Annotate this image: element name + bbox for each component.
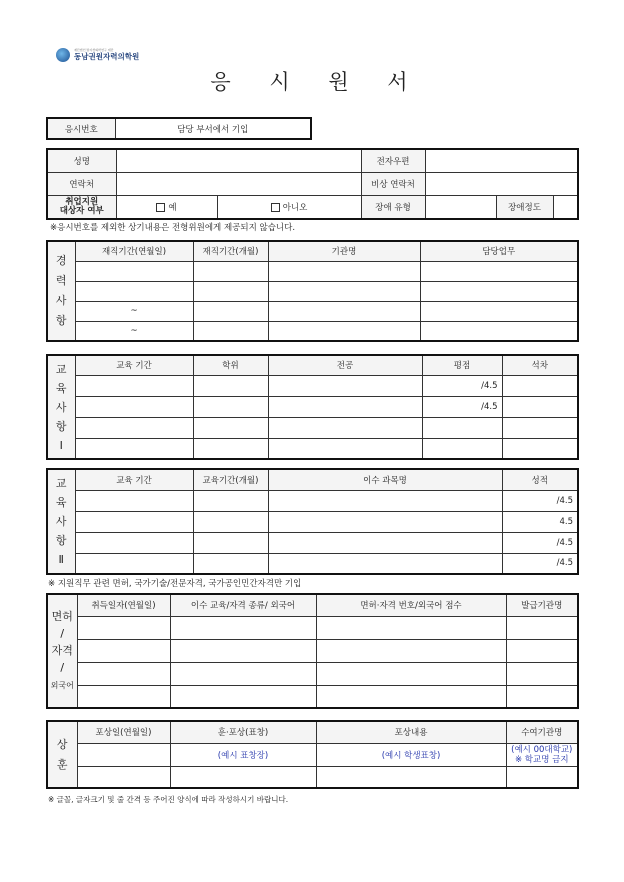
career-header: 담당업무 xyxy=(420,241,578,261)
education2-cell[interactable] xyxy=(75,553,193,574)
career-cell[interactable] xyxy=(420,261,578,281)
exam-number-table xyxy=(46,117,312,140)
education1-side-label: 교 육 사 항 Ⅰ xyxy=(47,355,75,459)
education1-cell[interactable] xyxy=(193,417,268,438)
education2-cell[interactable] xyxy=(193,490,268,511)
logo-tagline: 재단법인 방사선의학연구 재단 xyxy=(74,48,114,53)
education2-cell[interactable] xyxy=(193,511,268,532)
award-table xyxy=(46,720,579,789)
emergency-contact-field[interactable] xyxy=(425,172,578,195)
footer-note: ※ 글꼴, 글자크기 및 줄 간격 등 주어진 양식에 따라 작성하시기 바랍니다. xyxy=(48,795,289,804)
career-cell[interactable] xyxy=(193,281,268,301)
license-cell[interactable] xyxy=(170,616,316,639)
education2-cell[interactable] xyxy=(75,511,193,532)
license-note: ※ 지원직무 관련 면허, 국가기술/전문자격, 국가공인민간자격만 기입 xyxy=(48,579,302,589)
score-cell[interactable]: 4.5 xyxy=(502,511,578,532)
logo-name: 동남권원자력의학원 xyxy=(74,52,140,62)
education2-cell[interactable] xyxy=(268,511,502,532)
award-cell[interactable] xyxy=(77,743,170,766)
career-cell[interactable] xyxy=(420,281,578,301)
license-cell[interactable] xyxy=(316,616,506,639)
award-cell[interactable] xyxy=(316,766,506,788)
education2-side-label: 교 육 사 항 Ⅱ xyxy=(47,469,75,574)
gpa-cell[interactable]: /4.5 xyxy=(422,375,502,396)
emergency-contact-label: 비상 연락처 xyxy=(361,172,425,195)
license-header: 면허·자격 번호/외국어 점수 xyxy=(316,594,506,616)
career-cell[interactable] xyxy=(193,261,268,281)
education1-header: 평점 xyxy=(422,355,502,375)
email-label: 전자우편 xyxy=(361,149,425,172)
license-cell[interactable] xyxy=(316,662,506,685)
employment-no-option[interactable]: 아니오 xyxy=(217,195,361,219)
career-side-label: 경 력 사 항 xyxy=(47,241,75,341)
employment-support-label: 취업지원 대상자 여부 xyxy=(47,195,116,219)
license-header: 발급기관명 xyxy=(506,594,578,616)
career-period-cell[interactable]: ~ xyxy=(75,321,193,341)
career-cell[interactable] xyxy=(75,281,193,301)
gpa-cell[interactable] xyxy=(422,417,502,438)
education1-cell[interactable] xyxy=(268,396,422,417)
career-cell[interactable] xyxy=(268,301,420,321)
career-cell[interactable] xyxy=(193,321,268,341)
education1-cell[interactable] xyxy=(268,438,422,459)
education1-header: 학위 xyxy=(193,355,268,375)
license-cell[interactable] xyxy=(316,685,506,708)
exam-number-label: 응시번호 xyxy=(47,118,115,139)
contact-label: 연락처 xyxy=(47,172,116,195)
career-header: 재직기간(개월) xyxy=(193,241,268,261)
education2-cell[interactable] xyxy=(75,490,193,511)
education1-cell[interactable] xyxy=(75,396,193,417)
education2-cell[interactable] xyxy=(268,532,502,553)
education1-header: 석차 xyxy=(502,355,578,375)
license-cell[interactable] xyxy=(170,662,316,685)
education1-cell[interactable] xyxy=(193,396,268,417)
career-header: 기관명 xyxy=(268,241,420,261)
score-cell[interactable]: /4.5 xyxy=(502,553,578,574)
education1-cell[interactable] xyxy=(502,396,578,417)
disability-type-label: 장애 유형 xyxy=(361,195,425,219)
award-content-example-cell[interactable]: (예시 학생표창) xyxy=(316,743,506,766)
career-period-cell[interactable]: ~ xyxy=(75,301,193,321)
name-field[interactable] xyxy=(116,149,361,172)
disability-grade-field[interactable] xyxy=(553,195,578,219)
education1-header: 교육 기간 xyxy=(75,355,193,375)
career-cell[interactable] xyxy=(268,281,420,301)
career-cell[interactable] xyxy=(75,261,193,281)
education1-cell[interactable] xyxy=(502,375,578,396)
license-cell[interactable] xyxy=(170,639,316,662)
license-cell[interactable] xyxy=(77,662,170,685)
yes-checkbox[interactable] xyxy=(156,203,165,212)
education2-header: 교육 기간 xyxy=(75,469,193,490)
education1-cell[interactable] xyxy=(193,375,268,396)
education1-cell[interactable] xyxy=(268,375,422,396)
privacy-note: ※응시번호를 제외한 상기내용은 전형위원에게 제공되지 않습니다. xyxy=(50,223,296,233)
license-cell[interactable] xyxy=(170,685,316,708)
education-table-1 xyxy=(46,354,579,460)
education2-header: 교육기간(개월) xyxy=(193,469,268,490)
education1-header: 전공 xyxy=(268,355,422,375)
career-table xyxy=(46,240,579,342)
education1-cell[interactable] xyxy=(75,417,193,438)
license-cell[interactable] xyxy=(506,616,578,639)
career-cell[interactable] xyxy=(193,301,268,321)
career-cell[interactable] xyxy=(268,261,420,281)
license-side-label: 면허 / 자격 / 외국어 xyxy=(47,594,77,708)
education2-header: 이수 과목명 xyxy=(268,469,502,490)
career-cell[interactable] xyxy=(268,321,420,341)
license-table xyxy=(46,593,579,709)
license-cell[interactable] xyxy=(506,685,578,708)
education1-cell[interactable] xyxy=(75,438,193,459)
career-cell[interactable] xyxy=(420,301,578,321)
gpa-cell[interactable] xyxy=(422,438,502,459)
license-cell[interactable] xyxy=(506,662,578,685)
employment-yes-option[interactable]: 예 xyxy=(116,195,217,219)
personal-info-table xyxy=(46,148,579,220)
exam-number-value: 담당 부서에서 기입 xyxy=(115,118,311,139)
contact-field[interactable] xyxy=(116,172,361,195)
award-cell[interactable] xyxy=(77,766,170,788)
name-label: 성명 xyxy=(47,149,116,172)
license-cell[interactable] xyxy=(77,639,170,662)
license-cell[interactable] xyxy=(506,639,578,662)
score-cell[interactable]: /4.5 xyxy=(502,532,578,553)
award-header: 수여기관명 xyxy=(506,721,578,743)
education1-cell[interactable] xyxy=(193,438,268,459)
education2-cell[interactable] xyxy=(193,553,268,574)
institution-logo xyxy=(56,48,139,62)
disability-type-field[interactable] xyxy=(425,195,496,219)
disability-grade-label: 장애정도 xyxy=(496,195,553,219)
score-cell[interactable]: /4.5 xyxy=(502,490,578,511)
education-table-2 xyxy=(46,468,579,575)
award-org-example-cell[interactable]: (예시 00대학교) ※ 학교명 금지 xyxy=(506,743,578,766)
education1-cell[interactable] xyxy=(75,375,193,396)
no-checkbox[interactable] xyxy=(271,203,280,212)
education1-cell[interactable] xyxy=(268,417,422,438)
education2-cell[interactable] xyxy=(268,490,502,511)
email-field[interactable] xyxy=(425,149,578,172)
award-header: 포상내용 xyxy=(316,721,506,743)
award-header: 훈·포상(표창) xyxy=(170,721,316,743)
award-side-label: 상 훈 xyxy=(47,721,77,788)
license-cell[interactable] xyxy=(77,616,170,639)
education1-cell[interactable] xyxy=(502,438,578,459)
education2-cell[interactable] xyxy=(193,532,268,553)
license-header: 취득일자(연월일) xyxy=(77,594,170,616)
education2-header: 성적 xyxy=(502,469,578,490)
award-cell[interactable] xyxy=(506,766,578,788)
education1-cell[interactable] xyxy=(502,417,578,438)
career-header: 재직기간(연월일) xyxy=(75,241,193,261)
license-cell[interactable] xyxy=(316,639,506,662)
gpa-cell[interactable]: /4.5 xyxy=(422,396,502,417)
education2-cell[interactable] xyxy=(268,553,502,574)
award-cell[interactable] xyxy=(170,766,316,788)
license-header: 이수 교육/자격 종류/ 외국어 xyxy=(170,594,316,616)
award-header: 포상일(연월일) xyxy=(77,721,170,743)
career-cell[interactable] xyxy=(420,321,578,341)
license-cell[interactable] xyxy=(77,685,170,708)
award-example-cell[interactable]: (예시 표창장) xyxy=(170,743,316,766)
education2-cell[interactable] xyxy=(75,532,193,553)
page-title: 응 시 원 서 xyxy=(210,70,424,94)
logo-emblem-icon xyxy=(56,48,70,62)
